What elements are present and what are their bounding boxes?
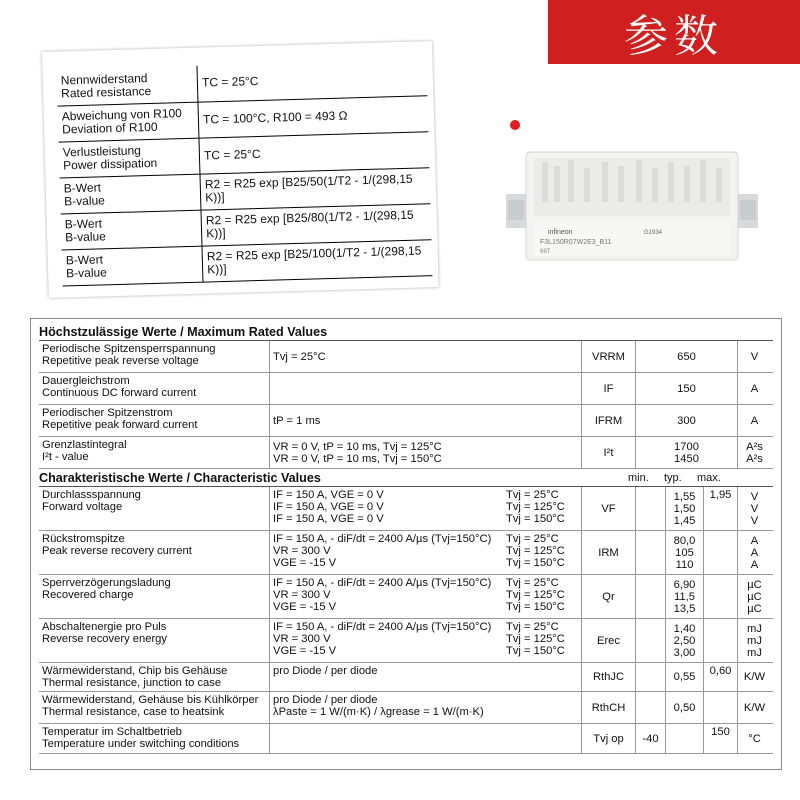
col-min-header: min. (628, 472, 649, 484)
param-symbol: Tvj op (581, 724, 635, 753)
module-code: G1934 (644, 230, 663, 236)
param-name-de: Temperatur im Schaltbetrieb (42, 726, 182, 738)
param-symbol: IF (581, 373, 635, 404)
param-condition (269, 724, 581, 753)
value-line: 1700 (674, 440, 699, 453)
unit-line: A (750, 382, 759, 395)
param-max (703, 575, 737, 618)
module-sub: 68T (540, 249, 551, 255)
param-value (635, 437, 737, 468)
char-row (39, 619, 773, 663)
unit-line: V (750, 350, 759, 363)
unit-line: A (750, 414, 759, 427)
param-name-en: Temperature under switching conditions (42, 738, 240, 750)
param-name-de: Abschaltenergie pro Puls (42, 621, 167, 633)
param-min (635, 663, 665, 691)
ntc-name-de: B-Wert (63, 180, 102, 196)
condition-col (273, 577, 506, 616)
typ-line: 2,50 (673, 634, 696, 647)
ntc-param (59, 138, 201, 178)
param-condition (269, 405, 581, 436)
max-rated-row (39, 405, 773, 437)
col-typ-header: typ. (664, 472, 682, 484)
temperature-col (506, 694, 578, 721)
temperature-line: Tvj = 150°C (506, 513, 565, 525)
condition-line: IF = 150 A, - diF/dt = 2400 A/µs (Tvj=150°C) (273, 533, 492, 545)
condition-line: IF = 150 A, VGE = 0 V (273, 501, 384, 513)
param-name (39, 531, 269, 574)
param-unit (737, 663, 771, 691)
max-rated-row (39, 373, 773, 405)
temperature-line: Tvj = 150°C (506, 645, 565, 657)
param-name (39, 575, 269, 618)
param-value (635, 373, 737, 404)
max-rated-title: Höchstzulässige Werte / Maximum Rated Values (39, 323, 773, 341)
typ-line: 11,5 (674, 590, 695, 603)
char-rows (39, 487, 773, 754)
param-name (39, 619, 269, 662)
typ-line: 1,45 (673, 514, 696, 527)
temperature-col (506, 726, 578, 751)
unit-line: °C (748, 732, 761, 745)
unit-line: A (750, 558, 759, 571)
param-max: 150 (703, 724, 737, 753)
ntc-name-en: Power dissipation (62, 155, 158, 173)
ntc-condition: R2 = R25 exp [B25/80(1/T2 - 1/(298,15 K))] (201, 203, 431, 245)
condition-col (273, 726, 506, 751)
param-unit (737, 531, 771, 574)
ntc-param (61, 210, 203, 250)
value-line: 150 (677, 382, 696, 395)
ntc-name-de: B-Wert (65, 252, 104, 268)
ntc-table (56, 59, 432, 286)
max-rated-row (39, 437, 773, 469)
param-unit (737, 437, 771, 468)
temperature-col (506, 621, 578, 660)
ntc-name-de: B-Wert (64, 216, 103, 232)
max-rated-rows (39, 341, 773, 469)
param-name-de: Durchlassspannung (42, 489, 141, 501)
badge-label: 参数 (624, 11, 724, 62)
title-badge (548, 0, 800, 64)
ntc-param (60, 174, 202, 214)
ntc-name-de: Nennwiderstand (60, 70, 148, 88)
temperature-col (506, 489, 578, 528)
param-typ (665, 724, 703, 753)
condition-col (273, 665, 506, 689)
param-name (39, 405, 269, 436)
char-row (39, 575, 773, 619)
unit-line: mJ (747, 634, 762, 647)
ntc-condition: TC = 100°C, R100 = 493 Ω (198, 95, 428, 137)
red-dot-marker (510, 120, 520, 130)
param-condition (269, 341, 581, 372)
condition-line: VR = 0 V, tP = 10 ms, Tvj = 125°C (273, 440, 442, 453)
typ-line: 105 (675, 546, 694, 559)
param-name-en: Peak reverse recovery current (42, 545, 192, 557)
param-condition (269, 487, 581, 530)
param-name (39, 724, 269, 753)
ntc-name-de: Abweichung von R100 (61, 106, 183, 124)
param-min (635, 692, 665, 723)
param-unit (737, 487, 771, 530)
ntc-param (56, 66, 198, 106)
param-name-de: Periodischer Spitzenstrom (42, 407, 173, 419)
temperature-line: Tvj = 150°C (506, 601, 565, 613)
param-name-en: Recovered charge (42, 589, 134, 601)
param-min (635, 531, 665, 574)
param-symbol: IFRM (581, 405, 635, 436)
ntc-condition: TC = 25°C (197, 59, 427, 101)
param-name-de: Periodische Spitzensperrspannung (42, 343, 216, 355)
param-symbol: VRRM (581, 341, 635, 372)
unit-line: V (750, 490, 759, 503)
param-symbol: IRM (581, 531, 635, 574)
ntc-condition: TC = 25°C (199, 131, 429, 173)
char-row (39, 487, 773, 531)
param-name (39, 373, 269, 404)
param-value (635, 341, 737, 372)
param-typ (665, 692, 703, 723)
value-line: 650 (677, 350, 696, 363)
ntc-name-en: Deviation of R100 (61, 119, 158, 137)
param-name-en: Repetitive peak forward current (42, 419, 198, 431)
ntc-name-en: B-value (64, 229, 107, 245)
param-unit (737, 405, 771, 436)
param-unit (737, 692, 771, 723)
condition-line: VR = 300 V (273, 589, 331, 601)
param-max (703, 531, 737, 574)
param-name-en: Continuous DC forward current (42, 387, 197, 399)
param-name-en: Forward voltage (42, 501, 123, 513)
ntc-name-de: Verlustleistung (62, 143, 142, 160)
param-symbol: Qr (581, 575, 635, 618)
param-typ (665, 619, 703, 662)
param-condition (269, 692, 581, 723)
param-max (703, 619, 737, 662)
value-line: 300 (677, 414, 696, 427)
condition-line: IF = 150 A, - diF/dt = 2400 A/µs (Tvj=150°C) (273, 577, 492, 589)
unit-line: µC (747, 602, 762, 615)
unit-line: V (750, 502, 759, 515)
char-row (39, 724, 773, 754)
condition-line: Tvj = 25°C (273, 350, 326, 363)
typ-line: 80,0 (673, 534, 696, 547)
param-typ (665, 575, 703, 618)
param-condition (269, 531, 581, 574)
param-typ (665, 663, 703, 691)
param-max: 1,95 (703, 487, 737, 530)
param-name-en: Repetitive peak reverse voltage (42, 355, 199, 367)
max-rated-row (39, 341, 773, 373)
unit-line: A (750, 534, 759, 547)
param-name-de: Wärmewiderstand, Chip bis Gehäuse (42, 665, 228, 677)
param-name-en: Reverse recovery energy (42, 633, 167, 645)
char-title: Charakteristische Werte / Characteristic Values min. typ. max. (39, 469, 773, 487)
condition-line: IF = 150 A, VGE = 0 V (273, 489, 384, 501)
param-condition (269, 663, 581, 691)
unit-line: K/W (743, 671, 766, 683)
param-name (39, 437, 269, 468)
param-name-de: Grenzlastintegral (42, 439, 127, 451)
condition-line: pro Diode / per diode (273, 694, 378, 706)
condition-col (273, 533, 506, 572)
temperature-line: Tvj = 150°C (506, 557, 565, 569)
temperature-col (506, 665, 578, 689)
condition-line: IF = 150 A, - diF/dt = 2400 A/µs (Tvj=150°C) (273, 621, 492, 633)
condition-line: pro Diode / per diode (273, 665, 378, 677)
ntc-condition: R2 = R25 exp [B25/100(1/T2 - 1/(298,15 K))] (202, 239, 432, 281)
condition-line: IF = 150 A, VGE = 0 V (273, 513, 384, 525)
temperature-line: Tvj = 25°C (506, 533, 559, 545)
condition-line: VGE = -15 V (273, 557, 337, 569)
param-typ (665, 487, 703, 530)
temperature-line: Tvj = 125°C (506, 501, 565, 513)
typ-line: 1,40 (673, 622, 696, 635)
param-name (39, 341, 269, 372)
char-row (39, 663, 773, 692)
temperature-col (506, 577, 578, 616)
param-symbol: RthCH (581, 692, 635, 723)
param-condition (269, 373, 581, 404)
param-name-de: Sperrverzögerungsladung (42, 577, 171, 589)
condition-col (273, 621, 506, 660)
param-name-de: Dauergleichstrom (42, 375, 130, 387)
param-symbol: VF (581, 487, 635, 530)
ntc-name-en: Rated resistance (60, 83, 152, 101)
ntc-param (58, 102, 200, 142)
datasheet-table (30, 318, 782, 770)
char-row (39, 692, 773, 724)
condition-line: VGE = -15 V (273, 645, 337, 657)
unit-line: A (750, 546, 759, 559)
param-name-de: Rückstromspitze (42, 533, 125, 545)
param-name (39, 663, 269, 691)
typ-line: 0,55 (673, 671, 696, 683)
param-unit (737, 341, 771, 372)
condition-line: VR = 0 V, tP = 10 ms, Tvj = 150°C (273, 452, 442, 465)
ntc-spec-card (42, 41, 439, 298)
param-name-en: I²t - value (42, 451, 89, 463)
param-symbol: I²t (581, 437, 635, 468)
unit-line: µC (747, 578, 762, 591)
ntc-param (62, 246, 204, 286)
module-brand: infineon (548, 229, 573, 236)
param-unit (737, 373, 771, 404)
typ-line: 1,55 (673, 490, 696, 503)
typ-line: 13,5 (673, 602, 696, 615)
unit-line: V (750, 514, 759, 527)
param-min: -40 (635, 724, 665, 753)
temperature-line: Tvj = 125°C (506, 589, 565, 601)
temperature-line: Tvj = 25°C (506, 577, 559, 589)
typ-line: 0,50 (673, 701, 696, 714)
condition-line: VR = 300 V (273, 633, 331, 645)
param-value (635, 405, 737, 436)
temperature-line: Tvj = 25°C (506, 489, 559, 501)
condition-col (273, 489, 506, 528)
param-max: 0,60 (703, 663, 737, 691)
col-max-header: max. (697, 472, 721, 484)
temperature-line: Tvj = 25°C (506, 621, 559, 633)
typ-line: 110 (675, 558, 694, 571)
temperature-line: Tvj = 125°C (506, 633, 565, 645)
param-symbol: Erec (581, 619, 635, 662)
unit-line: µC (747, 590, 762, 603)
igbt-module-image (506, 140, 758, 266)
condition-col (273, 694, 506, 721)
param-min (635, 487, 665, 530)
param-name-de: Wärmewiderstand, Gehäuse bis Kühlkörper (42, 694, 259, 706)
typ-line: 3,00 (673, 646, 696, 659)
value-line: 1450 (674, 452, 699, 465)
param-max (703, 692, 737, 723)
unit-line: mJ (747, 622, 762, 635)
param-condition (269, 619, 581, 662)
param-name (39, 692, 269, 723)
typ-line: 1,50 (673, 502, 696, 515)
param-name-en: Thermal resistance, junction to case (42, 677, 222, 689)
condition-line: λPaste = 1 W/(m·K) / λgrease = 1 W/(m·K) (273, 706, 484, 718)
param-min (635, 619, 665, 662)
temperature-line: Tvj = 125°C (506, 545, 565, 557)
param-min (635, 575, 665, 618)
ntc-name-en: B-value (65, 265, 108, 281)
ntc-name-en: B-value (63, 193, 106, 209)
module-part: F3L150R07W2E3_B11 (540, 239, 612, 246)
char-row (39, 531, 773, 575)
param-condition (269, 575, 581, 618)
condition-line: VGE = -15 V (273, 601, 337, 613)
unit-line: A²s (746, 440, 763, 453)
unit-line: mJ (747, 646, 762, 659)
param-unit (737, 724, 771, 753)
param-typ (665, 531, 703, 574)
unit-line: K/W (743, 701, 766, 714)
unit-line: A²s (746, 452, 763, 465)
param-name-en: Thermal resistance, case to heatsink (42, 706, 225, 718)
param-unit (737, 575, 771, 618)
condition-line: VR = 300 V (273, 545, 331, 557)
param-symbol: RthJC (581, 663, 635, 691)
ntc-condition: R2 = R25 exp [B25/50(1/T2 - 1/(298,15 K))] (200, 167, 430, 209)
typ-line: 6,90 (673, 578, 696, 591)
temperature-col (506, 533, 578, 572)
condition-line: tP = 1 ms (273, 414, 321, 427)
param-unit (737, 619, 771, 662)
param-name (39, 487, 269, 530)
param-condition (269, 437, 581, 468)
